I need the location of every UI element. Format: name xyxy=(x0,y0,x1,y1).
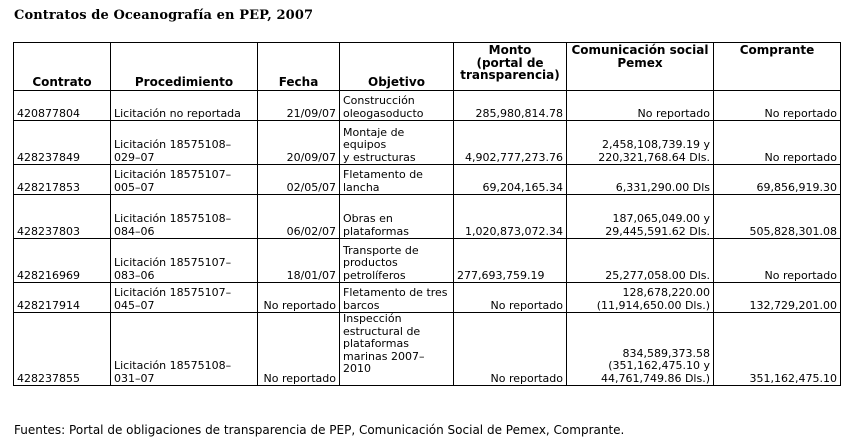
header-objetivo: Objetivo xyxy=(340,43,454,91)
cell-comprante: No reportado xyxy=(714,91,841,121)
cell-procedimiento: Licitación no reportada xyxy=(111,91,258,121)
cell-contrato: 428237849 xyxy=(14,121,111,165)
header-fecha: Fecha xyxy=(258,43,340,91)
cell-objetivo: Montaje de equipos y estructuras xyxy=(340,121,454,165)
cell-fecha: 18/01/07 xyxy=(258,239,340,283)
cell-fecha: No reportado xyxy=(258,313,340,386)
cell-monto: No reportado xyxy=(454,283,567,313)
cell-comunicacion: 834,589,373.58 (351,162,475.10 y 44,761,749.86 Dls.) xyxy=(567,313,714,386)
table-row xyxy=(14,283,841,313)
cell-fecha: 21/09/07 xyxy=(258,91,340,121)
cell-comunicacion: 128,678,220.00 (11,914,650.00 Dls.) xyxy=(567,283,714,313)
cell-fecha: 02/05/07 xyxy=(258,165,340,195)
cell-contrato: 428217914 xyxy=(14,283,111,313)
table-row xyxy=(14,165,841,195)
header-comunicacion: Comunicación social Pemex xyxy=(567,43,714,91)
cell-procedimiento: Licitación 18575107– 045–07 xyxy=(111,283,258,313)
cell-procedimiento: Licitación 18575108– 031–07 xyxy=(111,313,258,386)
page-title: Contratos de Oceanografía en PEP, 2007 xyxy=(14,8,314,23)
cell-contrato: 428237803 xyxy=(14,195,111,239)
sources-note: Fuentes: Portal de obligaciones de transparencia de PEP, Comunicación Social de Pemex, Comprante. xyxy=(14,423,625,437)
cell-comunicacion: 25,277,058.00 Dls. xyxy=(567,239,714,283)
cell-objetivo: Transporte de productos petrolíferos xyxy=(340,239,454,283)
cell-monto: No reportado xyxy=(454,313,567,386)
cell-comprante: No reportado xyxy=(714,239,841,283)
cell-procedimiento: Licitación 18575107– 005–07 xyxy=(111,165,258,195)
table-row xyxy=(14,195,841,239)
header-comprante: Comprante xyxy=(714,43,841,91)
cell-monto: 285,980,814.78 xyxy=(454,91,567,121)
cell-procedimiento: Licitación 18575107– 083–06 xyxy=(111,239,258,283)
table-row xyxy=(14,239,841,283)
cell-monto: 69,204,165.34 xyxy=(454,165,567,195)
cell-contrato: 428237855 xyxy=(14,313,111,386)
table-row xyxy=(14,91,841,121)
cell-comprante: No reportado xyxy=(714,121,841,165)
cell-comprante: 132,729,201.00 xyxy=(714,283,841,313)
cell-objetivo: Construcción oleogasoducto xyxy=(340,91,454,121)
cell-comprante: 69,856,919.30 xyxy=(714,165,841,195)
cell-comunicacion: 6,331,290.00 Dls xyxy=(567,165,714,195)
cell-procedimiento: Licitación 18575108– 029–07 xyxy=(111,121,258,165)
cell-objetivo: Fletamento de tres barcos xyxy=(340,283,454,313)
cell-fecha: No reportado xyxy=(258,283,340,313)
cell-comprante: 351,162,475.10 xyxy=(714,313,841,386)
cell-contrato: 428216969 xyxy=(14,239,111,283)
cell-monto: 1,020,873,072.34 xyxy=(454,195,567,239)
cell-comunicacion: 187,065,049.00 y 29,445,591.62 Dls. xyxy=(567,195,714,239)
cell-fecha: 20/09/07 xyxy=(258,121,340,165)
table-row xyxy=(14,121,841,165)
cell-comunicacion: No reportado xyxy=(567,91,714,121)
table-row xyxy=(14,313,841,386)
cell-objetivo: Inspección estructural de plataformas marinas 2007–2010 xyxy=(340,313,454,386)
cell-monto: 277,693,759.19 xyxy=(454,239,567,283)
cell-comprante: 505,828,301.08 xyxy=(714,195,841,239)
cell-objetivo: Fletamento de lancha xyxy=(340,165,454,195)
header-procedimiento: Procedimiento xyxy=(111,43,258,91)
cell-objetivo: Obras en plataformas xyxy=(340,195,454,239)
header-contrato: Contrato xyxy=(14,43,111,91)
cell-fecha: 06/02/07 xyxy=(258,195,340,239)
cell-procedimiento: Licitación 18575108– 084–06 xyxy=(111,195,258,239)
header-monto: Monto (portal de transparencia) xyxy=(454,43,567,91)
cell-contrato: 428217853 xyxy=(14,165,111,195)
cell-contrato: 420877804 xyxy=(14,91,111,121)
contracts-table xyxy=(13,42,841,386)
header-row xyxy=(14,43,841,91)
cell-monto: 4,902,777,273.76 xyxy=(454,121,567,165)
cell-comunicacion: 2,458,108,739.19 y 220,321,768.64 Dls. xyxy=(567,121,714,165)
